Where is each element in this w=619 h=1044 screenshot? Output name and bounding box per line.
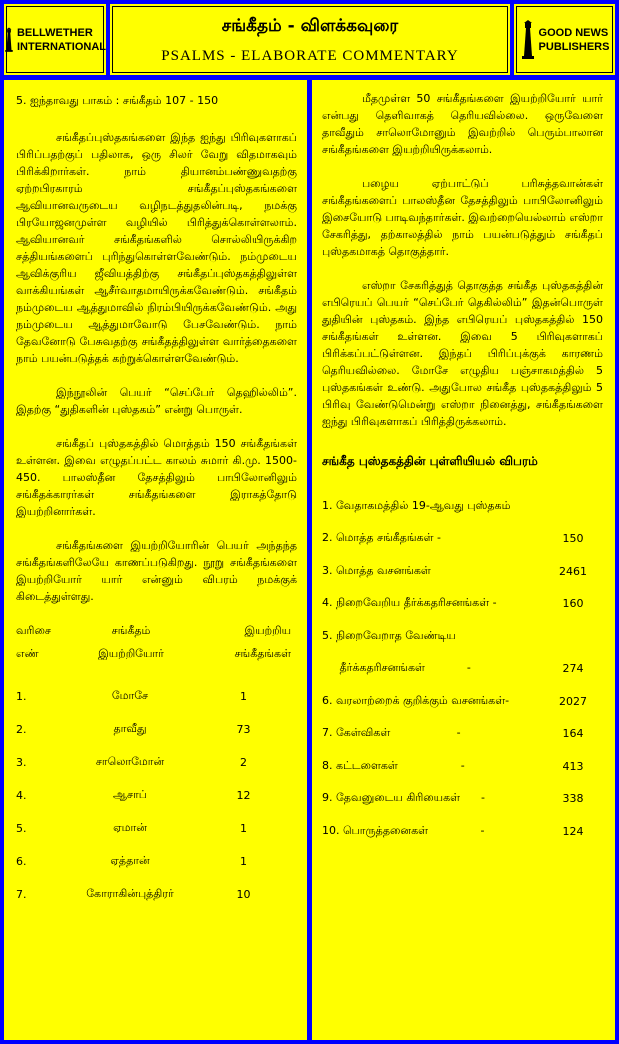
stat-value: 2027: [559, 694, 587, 708]
author-name: ஏத்தான்: [110, 854, 150, 867]
list-item: [322, 750, 603, 783]
row-number: 1.: [16, 690, 27, 703]
author-name: சாலொமோன்: [95, 755, 165, 768]
list-item: [322, 815, 603, 848]
list-item: [322, 523, 603, 556]
author-name: ஏமான்: [113, 821, 147, 834]
stat-value: 338: [562, 792, 584, 806]
stat-value: 413: [562, 759, 584, 773]
psalm-count: 73: [236, 723, 251, 736]
stat-value: 160: [562, 597, 584, 611]
statistics-heading: சங்கீத புஸ்தகத்தின் புள்ளியியல் விபரம்: [322, 454, 538, 468]
list-item: [322, 718, 603, 751]
row-number: 5.: [16, 822, 27, 835]
col-composed-header: இயற்றிய: [244, 624, 291, 637]
list-item: [322, 653, 603, 686]
list-item: [322, 588, 603, 621]
stat-label: 8. கட்டளைகள் -: [322, 758, 465, 772]
left-column: [4, 80, 307, 1040]
logo-left-line1: BELLWETHER: [16, 26, 93, 39]
stat-value: 150: [562, 532, 584, 546]
list-item: [322, 685, 603, 718]
logo-frame: [6, 6, 104, 73]
table-row: [16, 878, 297, 911]
paragraph: பழைய ஏற்பாட்டுப் பரிசுத்தவான்கள் சங்கீதங்களைப் பாலஸ்தீன தேசத்திலும் பாபிலோனிலும் இசையோடு பாடிவந்தார்கள். இவற்றையெல்லாம் எஸ்றா சேகரித்து, தற்காலத்தில் நாம் பயன்படுத்தும் சங்கீதப் புஸ்தகமாகத் தொகுத்தார்.: [322, 177, 603, 258]
stat-value: 124: [562, 824, 584, 838]
author-name: ஆசாப்: [113, 788, 147, 801]
logo-right-line2: PUBLISHERS: [538, 40, 610, 53]
stat-label: 1. வேதாகமத்தில் 19-ஆவது புஸ்தகம்: [322, 498, 511, 512]
paragraph: எஸ்றா சேகரித்துத் தொகுத்த சங்கீத புஸ்தகத்தின் எபிரெயப் பெயர் “செப்பேர் தெகில்லிம்” இதன்பொருள் துதியின் புஸ்தகம். இந்த எபிரெயப் புஸ்தகத்தில் 150 சங்கீதங்கள் உள்ளன. இவை 5 பிரிவுகளாகப் பிரிக்கப்பட்டுள்ளன. இந்தப் பிரிப்புக்குக் காரணம் தெரியவில்லை. மோசே எழுதிய பஞ்சாகமத்தில் 5 புஸ்தகங்கள் உண்டு. அதுபோல சங்கீத புஸ்தகத்திலும் 5 பிரிவு வேண்டுமென்று எஸ்றா நினைத்து, சங்கீதங்களை ஐந்து பிரிவுகளாகப் பிரித்திருக்கலாம்.: [322, 279, 603, 428]
row-number: 6.: [16, 855, 27, 868]
title-frame: [112, 6, 508, 73]
table-row: [16, 779, 297, 812]
row-number: 4.: [16, 789, 27, 802]
authors-table-header: [16, 645, 297, 662]
col-number-header: வரிசை: [16, 624, 51, 637]
stat-value: 2461: [559, 564, 587, 578]
page-title-tamil: சங்கீதம் - விளக்கவுரை: [221, 16, 399, 36]
authors-table-header: [16, 622, 297, 639]
list-item: [322, 783, 603, 816]
col-number-header: எண்: [16, 647, 39, 660]
col-composed-header: சங்கீதங்கள்: [234, 647, 291, 660]
psalm-count: 10: [236, 888, 251, 901]
psalm-count: 1: [240, 822, 247, 835]
row-number: 3.: [16, 756, 27, 769]
psalm-count: 12: [236, 789, 251, 802]
list-item: [322, 620, 603, 653]
stat-label: 3. மொத்த வசனங்கள்: [322, 563, 431, 577]
stat-label: 7. கேள்விகள் -: [322, 726, 461, 740]
stat-label: 2. மொத்த சங்கீதங்கள் -: [322, 531, 441, 545]
col-psalm-header: சங்கீதம்: [111, 624, 151, 637]
stat-label: 5. நிறைவேறாத வேண்டிய: [322, 628, 456, 642]
list-item: [322, 490, 603, 523]
psalm-count: 1: [240, 855, 247, 868]
stat-label: 6. வரலாற்றைக் குறிக்கும் வசனங்கள்-: [322, 693, 510, 707]
stat-label: 4. நிறைவேறிய தீர்க்கதரிசனங்கள் -: [322, 596, 497, 610]
row-number: 2.: [16, 723, 27, 736]
author-name: மோசே: [111, 689, 149, 702]
table-row: [16, 713, 297, 746]
stat-label: 9. தேவனுடைய கிரியைகள் -: [322, 791, 486, 805]
author-name: கோராகின்புத்திரர்: [86, 887, 174, 900]
psalm-count: 2: [240, 756, 247, 769]
statistics-list: [322, 490, 603, 848]
paragraph: சங்கீதப்புஸ்தகங்களை இந்த ஐந்து பிரிவுகளாகப் பிரிப்பதற்குப் பதிலாக, ஒரு சிலர் வேறு விதமாகவும் பிரிக்கிறார்கள். நாம் தியானம்பண்ணுவதற்கு ஏற்றபிரகாரம் சங்கீதப்புஸ்தகங்களை ஆவியானவருடைய வழிநடத்துதலின்படி, நமக்கு பிரயோஜனமுள்ள வழியில் பிரித்துக்கொள்ளலாம். ஆவியானவர் சங்கீதங்களில் சொல்லியிருக்கிற சத்தியங்களைப் புரிந்துகொள்ளவேண்டும். நம்முடைய ஆவிக்குரிய ஜீவியத்திற்கு சங்கீதப்புஸ்தகத்திலுள்ள வாக்கியங்கள் ஆசீர்வாதமாயிருக்கவேண்டும். சங்கீதம் நம்முடைய ஆத்துமாவில் நிரம்பியிருக்கவேண்டும். அது நம்முடைய ஆத்துமாவோடு பேசவேண்டும். நாம் தேவனோடு பேசுவதற்கு சங்கீதத்திலுள்ள வார்த்தைகளை நாம் பயன்படுத்தக் கற்றுக்கொள்ளவேண்டும்.: [16, 131, 297, 365]
page-title-box: [110, 4, 510, 75]
stat-label: தீர்க்கதரிசனங்கள் -: [322, 661, 471, 675]
paragraph: இந்நூலின் பெயர் “செப்பேர் தெஹில்லிம்”. இதற்கு “துதிகளின் புஸ்தகம்” என்று பொருள்.: [16, 386, 297, 416]
logo-right: [514, 4, 615, 75]
logo-right-line1: GOOD NEWS: [538, 26, 609, 39]
paragraph: சங்கீதப் புஸ்தகத்தில் மொத்தம் 150 சங்கீதங்கள் உள்ளன. இவை எழுதப்பட்ட காலம் சுமார் கி.மு. 1500-450. பாலஸ்தீன தேசத்திலும் பாபிலோனிலும் சங்கீதக்காரர்கள் சங்கீதங்களை இராகத்தோடு இயற்றினார்கள்.: [16, 437, 297, 518]
logo-left-line2: INTERNATIONAL: [16, 40, 106, 53]
table-row: [16, 746, 297, 779]
list-item: [322, 555, 603, 588]
section-heading: 5. ஐந்தாவது பாகம் : சங்கீதம் 107 - 150: [16, 94, 219, 107]
col-psalm-header: இயற்றியோர்: [98, 647, 164, 660]
table-row: [16, 680, 297, 713]
psalm-count: 1: [240, 690, 247, 703]
page-title-english: PSALMS - ELABORATE COMMENTARY: [161, 48, 459, 64]
table-row: [16, 812, 297, 845]
paragraph: சங்கீதங்களை இயற்றியோரின் பெயர் அந்தந்த சங்கீதங்களிலேயே காணப்படுகிறது. நூறு சங்கீதங்களை இயற்றியோர் யார் என்னும் விபரம் நமக்குக் கிடைத்துள்ளது.: [16, 539, 297, 603]
authors-table: [16, 680, 297, 911]
stat-value: 274: [562, 662, 584, 676]
stat-value: 164: [562, 727, 584, 741]
row-number: 7.: [16, 888, 27, 901]
stat-label: 10. பொருத்தனைகள் -: [322, 823, 485, 837]
logo-left: [4, 4, 106, 75]
table-row: [16, 845, 297, 878]
right-column: [312, 80, 615, 1040]
logo-frame: [516, 6, 613, 73]
author-name: தாவீது: [113, 722, 147, 735]
paragraph: மீதமுள்ள 50 சங்கீதங்களை இயற்றியோர் யார் என்பது தெளிவாகத் தெரியவில்லை. ஒருவேளை தாவீதும் சாலொமோனும் இவற்றில் பெரும்பாலான சங்கீதங்களை இயற்றியிருக்கலாம்.: [322, 92, 603, 156]
